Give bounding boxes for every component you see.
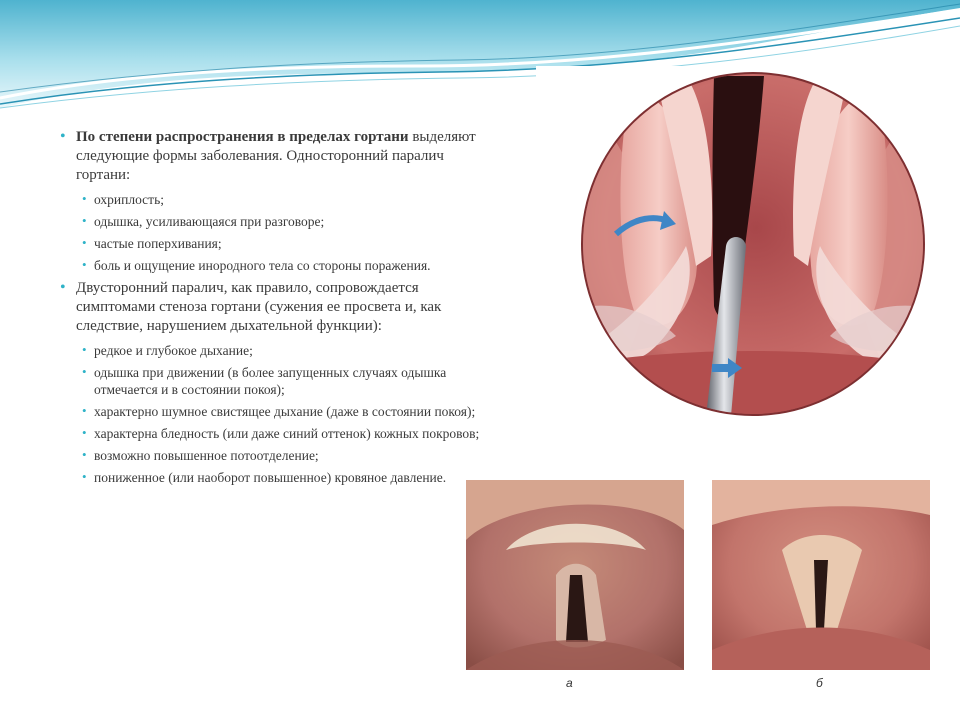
laryngoscopy-photo-b — [712, 480, 930, 670]
list-item: • одышка, усиливающаяся при разговоре; — [82, 213, 490, 230]
list-item: • характерно шумное свистящее дыхание (даже в состоянии покоя); — [82, 403, 490, 420]
list-item: • возможно повышенное потоотделение; — [82, 447, 490, 464]
paragraph-unilateral-rest: выделяют следующие формы заболевания. Односторонний паралич гортани: — [76, 129, 476, 183]
list-item: • пониженное (или наоборот повышенное) кровяное давление. — [82, 469, 490, 486]
list-item: • редкое и глубокое дыхание; — [82, 342, 490, 359]
paragraph-unilateral-bold: По степени распространения в пределах гортани — [76, 129, 409, 145]
list-item: • одышка при движении (в более запущенных случаях одышка отмечается и в состоянии покоя); — [82, 364, 490, 398]
photo-label-b: б — [816, 676, 823, 690]
larynx-illustration — [536, 66, 960, 416]
paragraph-bilateral: • Двусторонний паралич, как правило, сопровождается симптомами стеноза гортани (сужения ее просвета и, как следствие, нарушением дыхательной функции): — [60, 279, 490, 336]
slide-text — [60, 128, 490, 491]
paragraph-unilateral — [60, 128, 490, 185]
list-item: • охриплость; — [82, 191, 490, 208]
photo-label-a: а — [566, 676, 573, 690]
laryngoscopy-photo-a — [466, 480, 684, 670]
list-item: • боль и ощущение инородного тела со стороны поражения. — [82, 257, 490, 274]
list-item: • характерна бледность (или даже синий оттенок) кожных покровов; — [82, 425, 490, 442]
list-item: • частые поперхивания; — [82, 235, 490, 252]
